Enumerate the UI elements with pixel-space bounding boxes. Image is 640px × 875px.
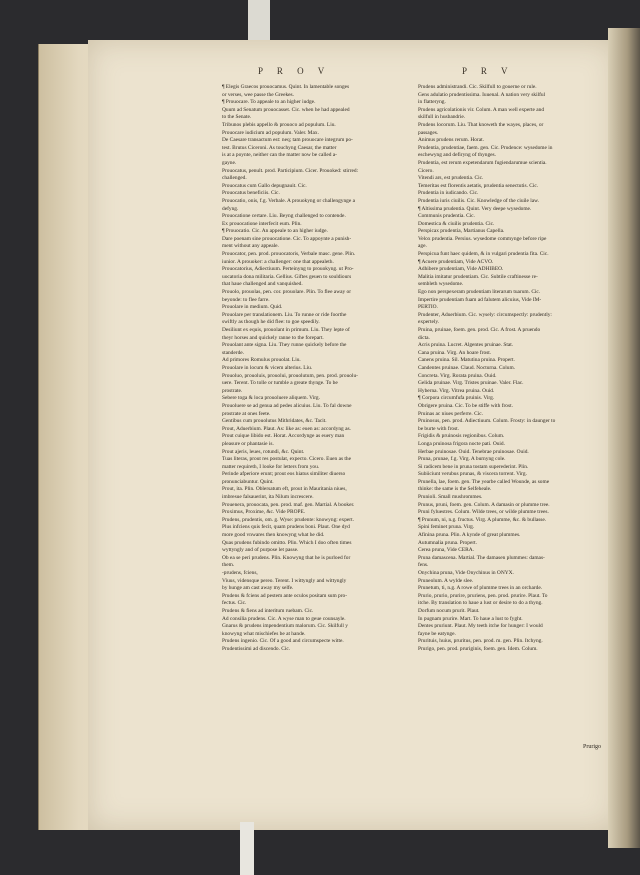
text-line: Cana pruina. Virg. An hoare frost.: [418, 349, 492, 356]
text-line: Spini feminet pruna. Virg.: [418, 524, 475, 531]
text-line: Cicero.: [418, 167, 434, 174]
text-line: Tuas literas, prout res postulat, expecto. Cicero. Euen as the: [222, 456, 351, 463]
text-line: ¶ Acuere prudentiam, Vide ACVO.: [418, 258, 494, 265]
text-line: Herbae pruinosae. Ouid. Tenebrae pruinosae. Ouid.: [418, 448, 529, 455]
text-line: Prouocatione certare. Liu. Beyng challenged to contende.: [222, 213, 346, 220]
text-line: Tribunos plebis appello & prouoco ad populum. Liu.: [222, 121, 336, 128]
text-line: fens.: [418, 562, 429, 569]
text-line: Ad primores Romulus prouolat. Liu.: [222, 357, 301, 364]
text-line: Prouocator, pen. prod. prouocatoris, Verbale masc. gene. Plin.: [222, 251, 356, 258]
text-line: Prudens & fiens ad interitum ruebam. Cic.: [222, 607, 314, 614]
scale-ruler-bottom: [240, 822, 254, 875]
text-line: sembleth wysedome.: [418, 281, 464, 288]
text-line: Prouocare iudicium ad populum. Valer. Max.: [222, 129, 319, 136]
text-line: swiftly as though he did flee: to goe speedily.: [222, 319, 320, 326]
catchword: Prurigo: [583, 744, 601, 750]
running-head-right: P R V: [462, 66, 514, 76]
text-line: defyng.: [222, 205, 239, 212]
text-line: Pruinosus, pen. prod. Adiectiuum. Colum. Frosty: in daunger to: [418, 418, 556, 425]
text-line: Sebere toga & loca prouoluere aliquem. Virg.: [222, 395, 320, 402]
text-line: Prouolant ante signa. Liu. They runne quickely before the: [222, 342, 347, 349]
text-line: Prudentia, prudentiae, faem. gen. Cic. Prudence: wysedome in: [418, 144, 553, 151]
text-line: expertely.: [418, 319, 440, 326]
text-line: theyr horses and quickely ranne to the forepart.: [222, 334, 324, 341]
text-line: Prudens ingenio. Cic. Of a good and circumspecte witte.: [222, 638, 344, 645]
text-line: prostrate.: [222, 387, 243, 394]
text-line: Prouoluere se ad genua ad pedes alicuius. Liu. To fal downe: [222, 402, 352, 409]
text-line: Si radicem bene in pruna tostam superederint. Plin.: [418, 463, 529, 470]
text-line: Prunetum, ti, n.g. A rowe of plumme trees in an orcharde.: [418, 585, 543, 592]
text-line: Quum ad Senatum prouocasset. Cic. when he had appealed: [222, 106, 350, 113]
text-line: Pruinas ac niues perferre. Cic.: [418, 410, 483, 417]
text-line: Prudens agricolationis vir. Colum. A man well experte and: [418, 106, 545, 113]
text-line: Prouocatus cum Gallo depugnauit. Cic.: [222, 182, 307, 189]
text-line: Prunus, pruni, foem. gen. Colum. A damasin or plumme tree.: [418, 501, 550, 508]
book-gutter: [608, 28, 640, 848]
text-line: Prunioli. Small mushrommes.: [418, 494, 483, 501]
text-line: Afinina pruna. Plin. A kynde of great plummes.: [418, 532, 521, 539]
text-line: fayne be eatynge.: [418, 630, 456, 637]
text-line: Adhibere prudentiam, Vide ADHIBEO.: [418, 266, 504, 273]
text-line: Prout, Aduerbium. Plaut. As: like as: euen as: accordyng as.: [222, 425, 351, 432]
text-line: Dentes pruriunt. Plaut. My teeth itche for hunger: I would: [418, 623, 543, 630]
text-line: Pruina, pruinae, foem. gen. prod. Cic. A frost. A pruendo: [418, 327, 541, 333]
text-line: passages.: [418, 129, 439, 136]
text-line: Communis prudentia. Cic.: [418, 213, 475, 220]
text-line: Prudens, prudentis, om. g. Wyse: prudente: knowyng: expert.: [222, 516, 354, 523]
text-line: itche. By translation to haue a lust or desire to do a thyng.: [418, 600, 543, 607]
text-line: in flatteryng.: [418, 99, 446, 106]
text-line: Prurio, prurio, prurire, pruriens, pen. prod. prurire. Plaut. To: [418, 592, 548, 599]
text-line: challenged.: [222, 175, 247, 182]
text-line: gayne.: [222, 159, 237, 166]
text-line: ¶ Prouocare. To appeale to an higher iudge.: [222, 99, 316, 106]
text-line: Perspicua funt haec quidem, & in vulgari prudentia fita. Cic.: [418, 251, 549, 258]
text-line: Vitendi ars, est prudentia. Cic.: [418, 175, 484, 182]
text-line: Ex prouocatione interfecit eum. Plin.: [222, 220, 302, 227]
text-line: In pugnam prurire. Mart. To haue a lust to fyght.: [418, 615, 523, 622]
text-line: Frigidis & pruinosis regionibus. Colum.: [418, 433, 505, 440]
text-line: ¶ Elegis Graecos prouocamus. Quint. In lamentable songes: [222, 84, 350, 90]
text-line: Cerea pruna, Vide CERA.: [418, 547, 475, 554]
text-line: Impertire prudentiam fuam ad falutem alicuius, Vide IM-: [418, 296, 542, 303]
text-line: -prudens, fciens,: [222, 570, 258, 576]
text-line: Pruneolum. A wylde slee.: [418, 577, 474, 584]
text-line: uere. Terent. To tolle or tumble a greate thynge. To be: [222, 380, 338, 387]
text-line: Dorfum nocum prurit. Plaut.: [418, 607, 480, 614]
text-line: Domestica & ciuilis prudentia. Cic.: [418, 220, 495, 227]
text-line: Acris pruina. Lucret. Algentes pruinae. Stat.: [418, 342, 514, 349]
text-line: Temeritas est florentis aetatis, prudentia senectutis. Cic.: [418, 182, 539, 189]
text-line: thinke: the same is the Selfeheale.: [418, 486, 492, 493]
text-line: Prudentissimi ad discendo. Cic.: [222, 645, 291, 652]
text-line: age.: [418, 243, 427, 250]
text-line: eschewyng and defiryng of thynges.: [418, 152, 496, 159]
text-line: Prudentia, est rerum expetendarum fugiendarumue scientia.: [418, 159, 547, 166]
text-line: Obrigere pruina. Cic. To be stiffe with frost.: [418, 402, 513, 409]
text-line: fectus. Cic.: [222, 600, 247, 607]
text-line: Gens adulatio prudentissima. Iuuenal. A nation very skilful: [418, 91, 546, 98]
text-line: Velox prudentia. Persius. wysedome commynge before ripe: [418, 235, 547, 242]
text-line: Viuus, vidensque pereo. Terent. I wittyngly and wittyngly: [222, 577, 347, 584]
text-line: that haue challenged and vanquished.: [222, 281, 303, 288]
scale-ruler-top: [248, 0, 270, 40]
text-line: Prouocatio, onis, f.g. Verbale. A prouokyng or challengynge a: [222, 197, 355, 204]
text-line: is at a poynte, neither can the matter now be called a-: [222, 152, 337, 159]
text-line: Dare poenam sine prouocatione. Cic. To appoynte a punish-: [222, 235, 352, 242]
text-line: Quas prudens fubindo omitto. Plin. Which I doo often times: [222, 539, 352, 546]
text-line: Candentes pruinae. Claud. Nocturna. Colum.: [418, 364, 516, 371]
text-line: beyonde: to flee farre.: [222, 296, 270, 303]
text-line: Prouolare in medium. Quid.: [222, 304, 283, 311]
text-line: Ad consilia prudens. Cic. A wyse man to geue counsayle.: [222, 615, 346, 622]
text-line: knowyng what mischiefes be at hande.: [222, 630, 306, 637]
text-line: Pruna, prunae, f.g. Virg. A burnyng cole.: [418, 456, 506, 463]
text-line: to the Senate.: [222, 114, 252, 121]
text-line: ¶ Altissima prudentia. Quint. Very deepe wysedome.: [418, 205, 532, 212]
text-line: ¶ Prunum, ni, n.g. fructus. Virg. A plumme, &c. & bullasse.: [418, 516, 547, 523]
text-line: dicta.: [418, 334, 430, 341]
text-line: Prouoluo, prouoluis, prouolui, prouolutum, pen. prod. prouolu-: [222, 372, 358, 379]
text-line: Ego non perspexeram prudentiam literarum tuarum. Cic.: [418, 289, 541, 296]
text-line: Prouenera, prouocata, pen. prod. maf. gen. Martial. A booker.: [222, 501, 355, 508]
text-line: Longa pruinosa frigora nocte pati. Ouid.: [418, 440, 505, 447]
text-line: Prouolare in locum & vicem alterius. Liu.: [222, 364, 313, 371]
text-line: Malitia imitatur prudentiam. Cic. Subtile craftinesse re-: [418, 273, 538, 280]
text-line: Prurigo, pen. prod. pruriginis, foem. gen. Idem. Colum.: [418, 645, 538, 652]
text-line: Desiliunt ex equis, prouolant in primum. Liu. They lepte of: [222, 327, 350, 333]
text-line: Gelida pruinae. Virg. Tristes pruinae. Valer. Flac.: [418, 380, 524, 387]
text-line: by hunge am cast away my selfe.: [222, 585, 294, 592]
text-line: prostrate at ones feete.: [222, 410, 271, 417]
text-line: Concreta. Virg. Rorata pruina. Ouid.: [418, 372, 497, 379]
text-line: Prouocatus beneficiis. Cic.: [222, 190, 280, 197]
text-line: Prouocatus, penult. prod. Participium. Cicer. Prouoked: stirred:: [222, 167, 359, 174]
text-line: Prouocatorius, Adiectiuum. Perteinyng to prouokyng. ut Pro-: [222, 266, 354, 273]
text-line: imbresue falsauerint, ita Nilum increscere.: [222, 494, 314, 501]
text-line: Pruna damascena. Martial. The damasen plummes: damas-: [418, 554, 545, 561]
text-line: Prudens administrandi. Cic. Skilfull to gouerne or rule.: [418, 84, 537, 90]
text-line: Prunella, lae, foem. gen. The yearbe called Wounde, as some: [418, 478, 550, 485]
text-line: Perinde afperiore erunt; prout eos hiatus similiter diuerso: [222, 471, 346, 478]
text-line: or verses, wee passe the Greekes.: [222, 91, 294, 98]
text-line: Prout cuique libido est. Horat. Accordynge as euery man: [222, 433, 345, 440]
text-column-right: [418, 84, 606, 654]
text-line: Prudentia in iudicando. Cic.: [418, 190, 479, 197]
text-line: De Caesare transactum est: neq; tam prouocare integrum po-: [222, 137, 353, 144]
text-line: ment without any appeale.: [222, 243, 279, 250]
running-head-left: P R O V: [258, 66, 331, 76]
text-line: more good vnwares then knowyng what he did.: [222, 532, 325, 539]
text-line: test. Brutus Ciceroni. As touchyng Caesar, the matter: [222, 144, 337, 151]
text-line: be burte with frost.: [418, 425, 460, 432]
text-line: Prout, ita. Plin. Oblersatum eft, prout in Mauritania niues,: [222, 486, 347, 493]
text-line: Gnarus & prudens impendentium malorum. Cic. Skilfull y: [222, 623, 348, 630]
text-line: Canens pruina. Sil. Matutina pruina. Propert.: [418, 357, 515, 364]
text-line: Plus infciens quis fecit, quam prudens boni. Plaut. One dyd: [222, 524, 350, 531]
text-line: Prouolo, prouolas, pen. cor. prouolare. Plin. To flee away or: [222, 289, 352, 296]
text-line: wyttyngly and of purpose let passe.: [222, 547, 299, 554]
text-line: matter requireth, I looke for letters from you.: [222, 463, 320, 470]
text-line: Prurituis, huius, pruritus, pen. prod. m. gen. Plin. Itchyng.: [418, 638, 543, 645]
text-line: Prouolare per translationem. Liu. To runne or ride foorthe: [222, 311, 347, 318]
text-line: Prudens locorum. Liu. That knoweth the wayes, places, or: [418, 121, 544, 128]
text-line: standerde.: [222, 349, 245, 356]
text-line: Ob ea se peri prudens. Plin. Knowyng that he is purloed for: [222, 554, 351, 561]
text-line: Pruni fyluestres. Colum. Wilde trees, or wilde plumme trees.: [418, 509, 549, 516]
text-line: PERTIO.: [418, 304, 438, 311]
text-line: Prudenter, Aduerbium. Cic. wysely: circumspectly: prudently:: [418, 311, 552, 318]
text-line: Prudentia iuris ciuilis. Cic. Knowledge of the ciuile law.: [418, 197, 540, 204]
text-line: them.: [222, 562, 235, 569]
text-line: uocatoria dona militaria. Gellius. Giftes geuen to souldiours: [222, 273, 352, 280]
text-line: Prudens & fciens ad pestem ante oculos positam sum pro-: [222, 592, 348, 599]
text-line: ¶ Prouocatio. Cic. An appeale to an higher iudge.: [222, 228, 328, 235]
text-line: Onychina pruna, Vide Onychinus in ONYX.: [418, 570, 514, 576]
text-line: skilfull in husbandrie.: [418, 114, 466, 121]
text-line: pronunciabuntur. Quint.: [222, 478, 274, 485]
text-line: Subiiciunt verubus prunas, & viscera torrent. Virg.: [418, 471, 527, 478]
text-line: Hyberna. Virg. Vitrea pruina. Ouid.: [418, 387, 495, 394]
text-line: Perspicax prudentia, Martianus Capella.: [418, 228, 505, 235]
text-line: Gentibus cum prouolutus Mithridates, &c. Tacit.: [222, 418, 327, 425]
text-line: Proximus, Proxime, &c. Vide PROPE.: [222, 509, 306, 516]
text-line: Animus prudens rerum. Horat.: [418, 137, 485, 144]
text-line: ¶ Corpora circumfufa pruinis. Virg.: [418, 395, 495, 402]
text-line: pleasure or phantasie is.: [222, 440, 274, 447]
text-line: Autumnalia pruna. Propert.: [418, 539, 477, 546]
text-line: iunior. A prouoker: a challenger: one that appealeth.: [222, 258, 334, 265]
text-column-left: [222, 84, 412, 654]
text-line: Prout ajeris, leues, rotundi, &c. Quint.: [222, 448, 305, 455]
